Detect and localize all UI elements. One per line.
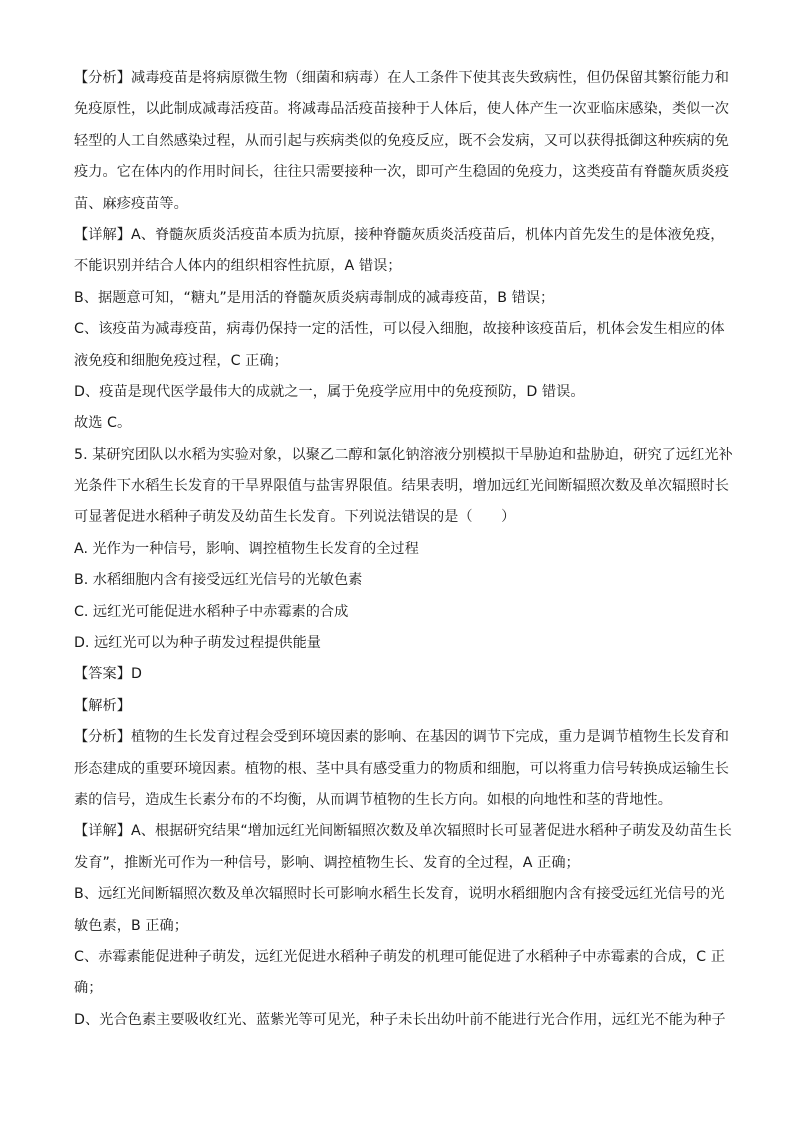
detail-1-line: 液免疫和细胞免疫过程，C 正确； (74, 352, 288, 369)
question-5-option-d: D. 远红光可以为种子萌发过程提供能量 (74, 635, 321, 652)
detail-2-line: D、光合色素主要吸收红光、蓝紫光等可见光，种子未长出幼叶前不能进行光合作用，远红光不能为种子 (74, 1011, 726, 1028)
question-5-stem-line: 5. 某研究团队以水稻为实验对象，以聚乙二醇和氯化钠溶液分别模拟干旱胁迫和盐胁迫，研究了远红光补 (74, 446, 733, 463)
analysis-1-line: 疫力。它在体内的作用时间长，往往只需要接种一次，即可产生稳固的免疫力，这类疫苗有脊髓灰质炎疫 (74, 164, 729, 181)
detail-2-line: B、远红光间断辐照次数及单次辐照时长可影响水稻生长发育，说明水稻细胞内含有接受远红光信号的光 (74, 886, 725, 903)
question-5-option-c: C. 远红光可能促进水稻种子中赤霉素的合成 (74, 603, 349, 620)
detail-1-line: 【详解】A、脊髓灰质炎活疫苗本质为抗原，接种脊髓灰质炎活疫苗后，机体内首先发生的是体液免疫， (74, 226, 725, 243)
detail-1-line: D、疫苗是现代医学最伟大的成就之一，属于免疫学应用中的免疫预防，D 错误。 (74, 383, 585, 400)
analysis-2-line: 【分析】植物的生长发育过程会受到环境因素的影响、在基因的调节下完成，重力是调节植物生长发育和 (74, 729, 729, 746)
detail-section-1 (74, 220, 726, 440)
question-5-stem-line: 可显著促进水稻种子萌发及幼苗生长发育。下列说法错误的是（ ） (74, 509, 516, 526)
analysis-1-line: 【分析】减毒疫苗是将病原微生物（细菌和病毒）在人工条件下使其丧失致病性，但仍保留其繁衍能力和 (74, 70, 729, 86)
question-5 (74, 440, 733, 723)
detail-1-line: 不能识别并结合人体内的组织相容性抗原，A 错误； (74, 258, 402, 275)
detail-2-line: 发育”，推断光可作为一种信号，影响、调控植物生长、发育的全过程，A 正确； (74, 854, 580, 871)
detail-2-line: C、赤霉素能促进种子萌发，远红光促进水稻种子萌发的机理可能促进了水稻种子中赤霉素的合成，C 正 (74, 948, 725, 965)
question-5-explanation-label: 【解析】 (74, 697, 131, 714)
detail-2-line: 【详解】A、根据研究结果“增加远红光间断辐照次数及单次辐照时长可显著促进水稻种子萌发及幼苗生长 (74, 823, 732, 840)
analysis-section-2 (74, 722, 729, 816)
question-5-answer: 【答案】D (74, 666, 142, 683)
detail-1-conclusion: 故选 C。 (74, 415, 132, 432)
question-5-option-a: A. 光作为一种信号，影响、调控植物生长发育的全过程 (74, 540, 419, 557)
analysis-1-line: 免疫原性，以此制成减毒活疫苗。将减毒品活疫苗接种于人体后，使人体产生一次亚临床感染，类似一次 (74, 101, 729, 118)
detail-section-2 (74, 816, 732, 1036)
analysis-1-line: 苗、麻疹疫苗等。 (74, 195, 188, 212)
detail-2-line: 敏色素，B 正确； (74, 917, 189, 934)
detail-2-line: 确； (74, 980, 103, 997)
analysis-2-line: 形态建成的重要环境因素。植物的根、茎中具有感受重力的物质和细胞，可以将重力信号转换成运输生长 (74, 760, 729, 777)
analysis-section-1 (74, 63, 729, 220)
detail-1-line: B、据题意可知，“糖丸”是用活的脊髓灰质炎病毒制成的减毒疫苗，B 错误； (74, 289, 555, 306)
document-page (74, 63, 733, 1036)
question-5-option-b: B. 水稻细胞内含有接受远红光信号的光敏色素 (74, 572, 363, 589)
detail-1-line: C、该疫苗为减毒疫苗，病毒仍保持一定的活性，可以侵入细胞，故接种该疫苗后，机体会发生相应的体 (74, 321, 725, 338)
analysis-2-line: 素的信号，造成生长素分布的不均衡，从而调节植物的生长方向。如根的向地性和茎的背地性。 (74, 791, 672, 808)
question-5-stem-line: 光条件下水稻生长发育的干旱界限值与盐害界限值。结果表明，增加远红光间断辐照次数及单次辐照时长 (74, 478, 729, 495)
analysis-1-line: 轻型的人工自然感染过程，从而引起与疾病类似的免疫反应，既不会发病，又可以获得抵御这种疾病的免 (74, 132, 729, 149)
